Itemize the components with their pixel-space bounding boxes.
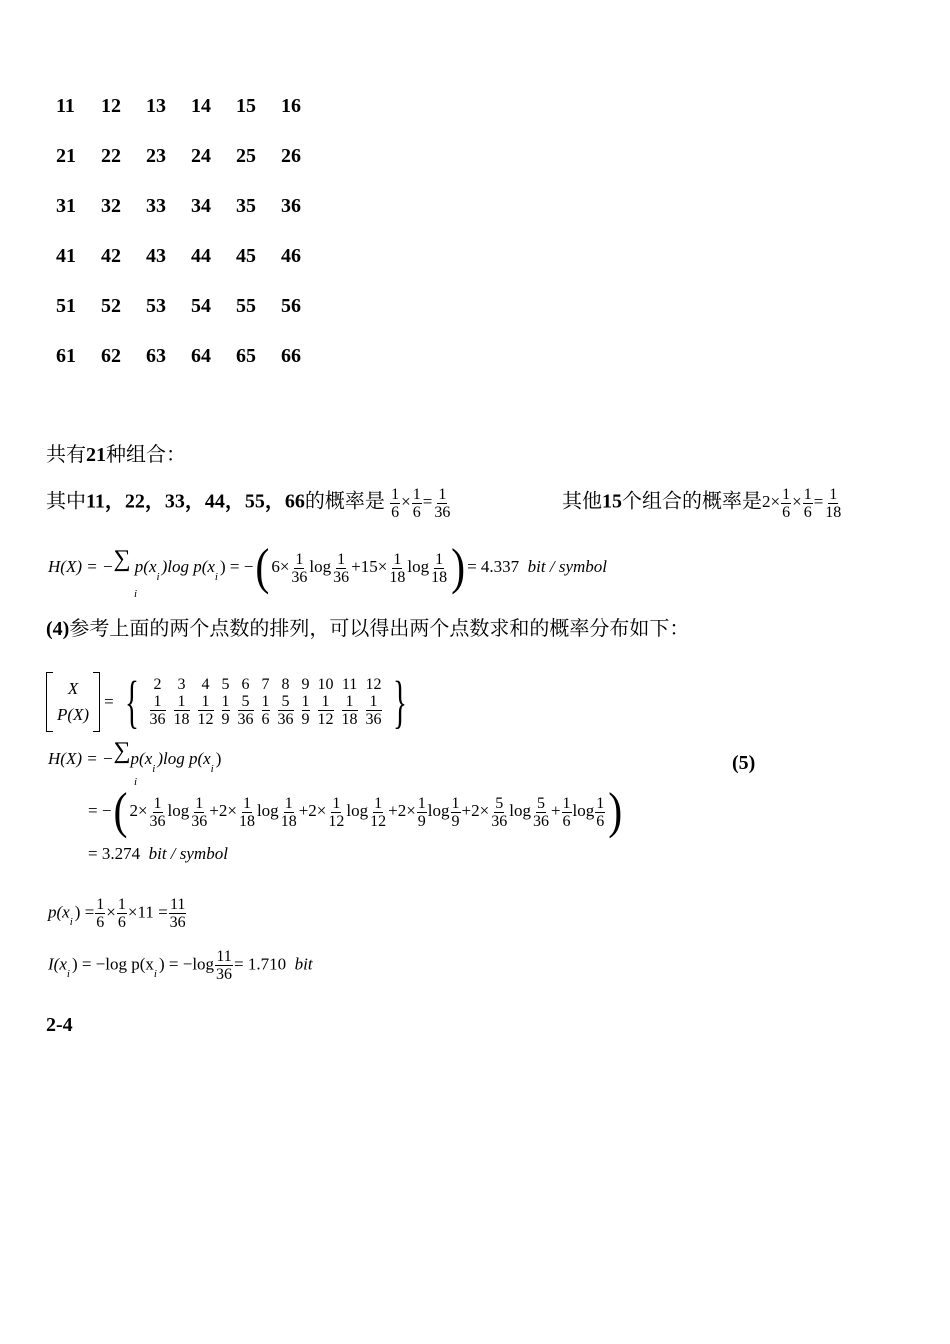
- dist-value: 6: [241, 676, 250, 693]
- grid-cell: 21: [56, 145, 76, 167]
- grid-cell: 12: [101, 95, 121, 117]
- dist-value: 10: [317, 676, 334, 693]
- dist-value: 2: [153, 676, 162, 693]
- grid-cell: 33: [146, 195, 166, 217]
- dist-probability: 1 36: [149, 693, 166, 728]
- grid-cell: 15: [236, 95, 256, 117]
- dist-probability: 5 36: [277, 693, 294, 728]
- equation-label-5: (5): [732, 752, 756, 774]
- grid-cell: 53: [146, 295, 166, 317]
- grid-cell: 56: [281, 295, 301, 317]
- combos-line: 共有21种组合：: [46, 442, 186, 466]
- section-heading: 2-4: [46, 1014, 73, 1036]
- grid-cell: 43: [146, 245, 166, 267]
- fraction: $\frac{5}{36}$: [532, 794, 549, 830]
- grid-cell: 62: [101, 345, 121, 367]
- fraction: $\frac{1}{18}$: [238, 794, 255, 830]
- dist-value: 9: [301, 676, 310, 693]
- grid-cell: 25: [236, 145, 256, 167]
- grid-cell: 22: [101, 145, 121, 167]
- fraction: $\frac{1}{12}$: [328, 794, 345, 830]
- fraction: $\frac{1}{6}$: [391, 486, 400, 521]
- dist-value: 3: [177, 676, 186, 693]
- grid-cell: 63: [146, 345, 166, 367]
- fraction: $\frac{5}{36}$: [491, 794, 508, 830]
- fraction: $\frac{1}{36}$: [191, 794, 208, 830]
- grid-row: [56, 144, 326, 168]
- grid-row: [56, 344, 326, 368]
- grid-row: [56, 294, 326, 318]
- other-probability-line: 其他15个组合的概率是2× $\frac{1}{6}$ × $\frac{1}{6}$ = $\frac{1}{18}$: [562, 486, 842, 521]
- dist-probability: 1 12: [317, 693, 334, 728]
- px-label: P(X): [57, 705, 90, 724]
- grid-cell: 42: [101, 245, 121, 267]
- sum-subscript: i: [134, 776, 138, 788]
- fraction: $\frac{1}{18}$: [825, 486, 842, 521]
- distribution-matrix: X P(X) = { 2 3 4 5 6 7 8 9 10 11 12 1 36 1 18 1 12 1 9 5 36 1 6 5 36 1 9 1 12 1 18 1 36 }: [46, 672, 413, 732]
- grid-cell: 34: [191, 195, 211, 217]
- grid-row: [56, 244, 326, 268]
- probability-line: 其中11，22，33，44，55，66的概率是 $\frac{1}{6}$ × $\frac{1}{6}$ = $\frac{1}{36}$: [46, 486, 451, 521]
- dist-value: 11: [341, 676, 358, 693]
- grid-row: [56, 194, 326, 218]
- dist-value: 4: [201, 676, 210, 693]
- dist-value: 7: [261, 676, 270, 693]
- dist-probability: 1 36: [365, 693, 382, 728]
- grid-cell: 51: [56, 295, 76, 317]
- sum-symbol: ∑: [113, 545, 131, 572]
- fraction: $\frac{1}{6}$: [562, 794, 571, 830]
- grid-cell: 14: [191, 95, 211, 117]
- dist-value: 5: [221, 676, 230, 693]
- grid-cell: 52: [101, 295, 121, 317]
- grid-cell: 61: [56, 345, 76, 367]
- entropy-expansion: = −( 2× $\frac{1}{36}$ log $\frac{1}{36}$ +2× $\frac{1}{18}$ log $\frac{1}{18}$ +2× $\frac{1}{12}$ log $\frac{1}{12}$ +2× $\frac{1}{9}$ log $\frac{1}{9}$ +2× $\frac{5}{36}$ log $\frac{5}{36}$ + $\frac{1}{6}$ log $\frac{1}{6}$ ): [88, 784, 623, 840]
- grid-cell: 65: [236, 345, 256, 367]
- grid-cell: 35: [236, 195, 256, 217]
- grid-cell: 32: [101, 195, 121, 217]
- fraction: $\frac{1}{36}$: [149, 794, 166, 830]
- part4-heading: (4)参考上面的两个点数的排列，可以得出两个点数求和的概率分布如下：: [46, 616, 690, 640]
- grid-cell: 64: [191, 345, 211, 367]
- probability-xi: $p(x_i)$ = $\frac{1}{6}$ × $\frac{1}{6}$ ×11 = $\frac{11}{36}$: [48, 896, 186, 931]
- dist-probability: 1 12: [197, 693, 214, 728]
- fraction: $\frac{1}{9}$: [417, 794, 426, 830]
- grid-cell: 24: [191, 145, 211, 167]
- fraction: $\frac{1}{36}$: [434, 486, 451, 521]
- dist-probability: 5 36: [237, 693, 254, 728]
- self-information: $I(x_i) = -\log$ $p(x_i) = -\log$ $\frac{11}{36}$ = 1.710 bit: [48, 948, 313, 983]
- dist-probability: 1 18: [341, 693, 358, 728]
- dist-probability: 1 6: [261, 693, 270, 728]
- grid-cell: 16: [281, 95, 301, 117]
- dist-probability: 1 9: [301, 693, 310, 728]
- fraction: $\frac{1}{18}$: [280, 794, 297, 830]
- grid-cell: 41: [56, 245, 76, 267]
- grid-cell: 11: [56, 95, 75, 117]
- grid-row: [56, 94, 326, 118]
- grid-cell: 13: [146, 95, 166, 117]
- fraction: $\frac{1}{6}$: [596, 794, 605, 830]
- fraction: $\frac{1}{6}$: [782, 486, 791, 521]
- dist-value: 8: [281, 676, 290, 693]
- fraction: $\frac{1}{6}$: [803, 486, 812, 521]
- dist-value: 12: [365, 676, 382, 693]
- dist-probability: 1 18: [173, 693, 190, 728]
- dist-probability: 1 9: [221, 693, 230, 728]
- grid-cell: 36: [281, 195, 301, 217]
- grid-cell: 46: [281, 245, 301, 267]
- distribution-table: [146, 676, 386, 728]
- grid-cell: 55: [236, 295, 256, 317]
- grid-cell: 66: [281, 345, 301, 367]
- grid-cell: 44: [191, 245, 211, 267]
- fraction: $\frac{1}{6}$: [412, 486, 421, 521]
- grid-cell: 23: [146, 145, 166, 167]
- entropy-result: = 3.274 bit / symbol: [88, 844, 228, 863]
- grid-cell: 54: [191, 295, 211, 317]
- entropy-equation-1: H(X) = −∑ i $p(x_i)\log$ $p(x_i)$ = −( 6× $\frac{1}{36}$ log $\frac{1}{36}$ +15× $\frac{1}{18}$ log $\frac{1}{18}$ ) = 4.337 bit / symbol: [48, 540, 608, 600]
- grid-cell: 45: [236, 245, 256, 267]
- x-label: X: [67, 679, 79, 698]
- fraction: $\frac{1}{12}$: [370, 794, 387, 830]
- grid-cell: 31: [56, 195, 76, 217]
- grid-cell: 26: [281, 145, 301, 167]
- fraction: $\frac{1}{9}$: [451, 794, 460, 830]
- entropy-equation-2: $H(X) = -\sum p(x_i)\log$ $p(x_i)$: [48, 738, 222, 775]
